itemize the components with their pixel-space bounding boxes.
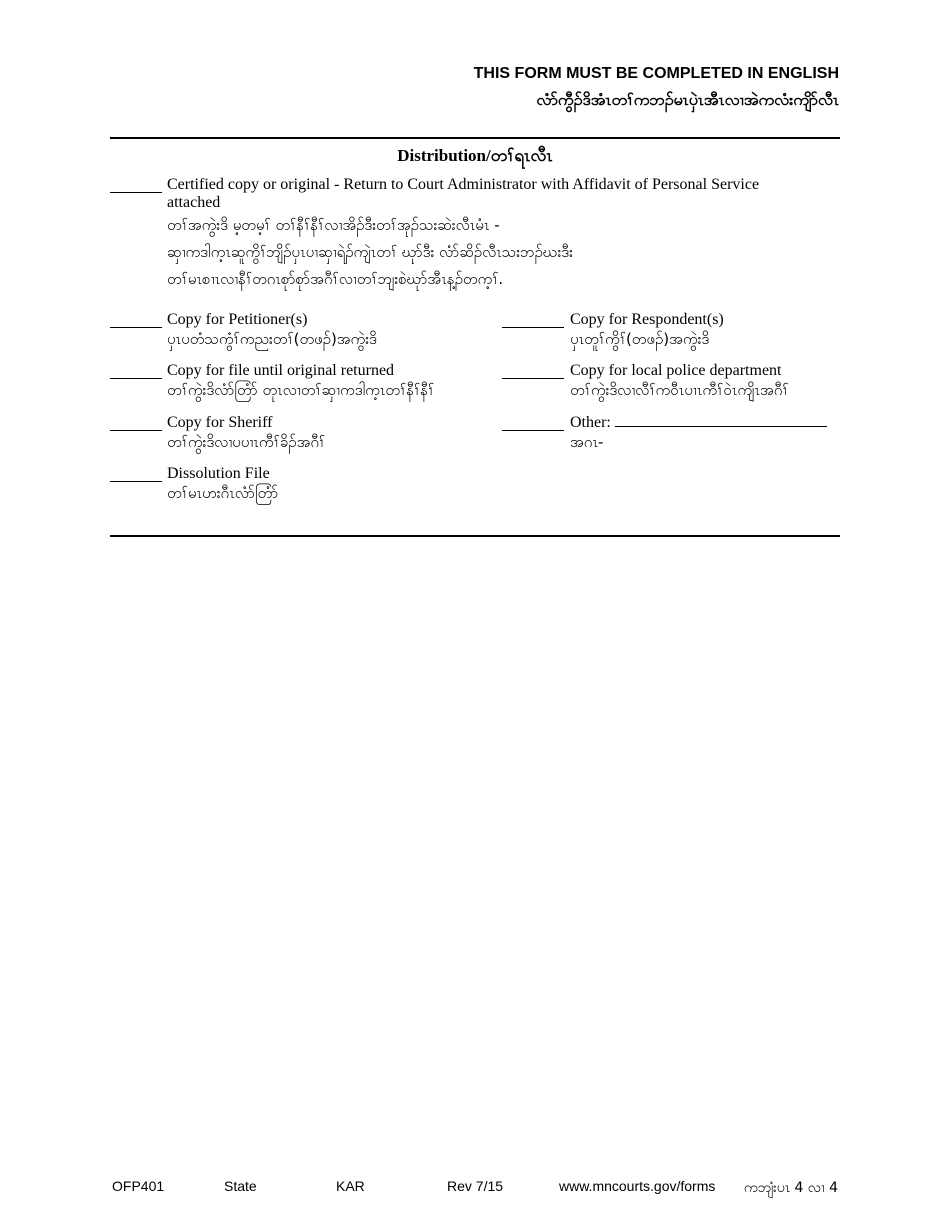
footer-url: www.mncourts.gov/forms [559,1178,716,1194]
police-copy-checkbox-blank[interactable] [502,378,564,379]
petitioner-copy-checkbox-blank[interactable] [110,327,162,328]
other-copy-item [502,414,840,458]
certified-copy-kar-line2: ဆှၢကဒါက့ၤဆူကွိၢ်ဘျိၣ်ပှၤပၢဆှၢရဲၣ်ကျဲၤတၢ် ဃုာ်ဒီး လံာ်ဆိၣ်လီၤသးဘၣ်ဃးဒီး [167,243,573,261]
footer-form-code: OFP401 [112,1178,165,1194]
dissolution-file-checkbox-blank[interactable] [110,481,162,482]
sheriff-copy-kar: တၢ်ကွဲးဒိလၢပပၢၤကီၢ်ခိၣ်အဂီၢ် [167,433,326,451]
file-copy-en: Copy for file until original returned [167,362,395,379]
respondent-copy-item [502,311,840,355]
police-copy-kar: တၢ်ကွဲးဒိလၢလီၢ်ကဝီၤပၢၤကီၢ်ဝဲၤကျိၤအဂီၢ် [570,381,789,399]
other-copy-en: Other: [570,414,611,431]
respondent-copy-kar: ပှၤတူၢ်ကွိၢ်(တဖၣ်)အကွဲးဒိ [570,330,710,348]
certified-copy-checkbox-blank[interactable] [110,192,162,193]
certified-copy-en-line2: attached [167,194,221,211]
petitioner-copy-kar: ပှၤပတံသကွံၢ်ကညးတၢ်(တဖၣ်)အကွဲးဒိ [167,330,377,348]
petitioner-copy-item [110,311,490,355]
sheriff-copy-checkbox-blank[interactable] [110,430,162,431]
header-english-notice: THIS FORM MUST BE COMPLETED IN ENGLISH [473,65,839,82]
footer-revision: Rev 7/15 [447,1178,504,1194]
respondent-copy-checkbox-blank[interactable] [502,327,564,328]
certified-copy-kar-line3: တၢ်မၤစၢၤလၢနီၢ်တဂၤစုာ်စုာ်အဂီၢ်လၢတၢ်ဘျးစဲဃုာ်အီၤန့ၣ်တက့ၢ်. [167,270,504,288]
file-copy-checkbox-blank[interactable] [110,378,162,379]
top-divider [110,137,840,139]
certified-copy-kar-line1: တၢ်အကွဲးဒိ မ့တမ့ၢ် တၢ်နီၢ်နီၢ်လၢအိၣ်ဒီးတၢ်အုၣ်သးဆဲးလီၤမံၤ - [167,216,500,234]
footer-page-number: ကဘျံးပၤ 4 လၢ 4 [743,1180,838,1196]
police-copy-item [502,362,840,406]
dissolution-file-en: Dissolution File [167,465,270,482]
other-copy-checkbox-blank[interactable] [502,430,564,431]
distribution-title: Distribution/တၢ်ရၤလီၤ [397,146,553,165]
respondent-copy-en: Copy for Respondent(s) [570,311,724,328]
sheriff-copy-en: Copy for Sheriff [167,414,273,431]
file-copy-item [110,362,500,406]
header-karen-notice: လံာ်ကွီၣ်ဒိအံၤတၢ်ကဘၣ်မၤပှဲၤအီၤလၢအဲကလံးကျိာ်လီၤ [536,90,839,109]
certified-copy-item [110,176,840,306]
certified-copy-en-line1: Certified copy or original - Return to Court Administrator with Affidavit of Personal Service [167,176,760,193]
other-specify-line[interactable] [615,426,827,427]
footer-state: State [224,1178,257,1194]
sheriff-copy-item [110,414,490,458]
file-copy-kar: တၢ်ကွဲးဒိလံာ်တြံာ် တုၤလၢတၢ်ဆှၢကဒါက့ၤတၢ်နီၢ်နီၢ် [167,381,435,399]
petitioner-copy-en: Copy for Petitioner(s) [167,311,308,328]
bottom-divider [110,535,840,537]
police-copy-en: Copy for local police department [570,362,782,379]
dissolution-file-item [110,465,490,509]
footer-language: KAR [336,1178,365,1194]
other-copy-kar: အဂၤ- [570,433,604,451]
dissolution-file-kar: တၢ်မၤဟးဂီၤလံာ်တြံာ် [167,484,279,502]
